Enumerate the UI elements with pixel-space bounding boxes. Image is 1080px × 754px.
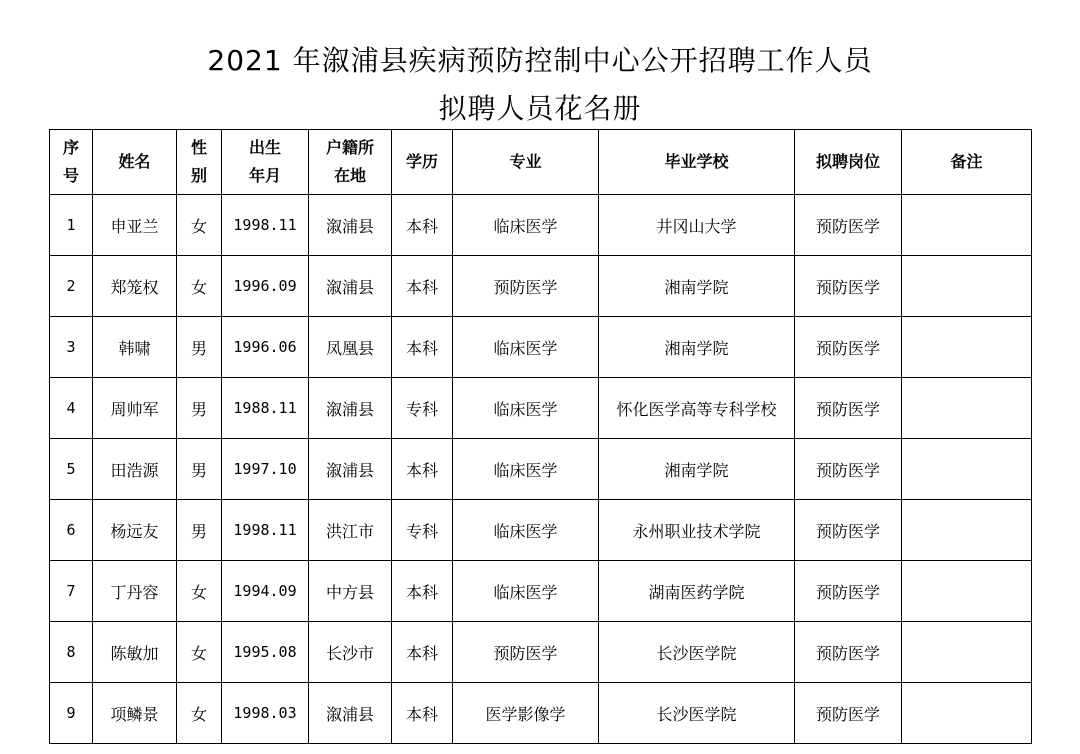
header-hukou: 户籍所 在地 [309,130,392,195]
cell-seq: 8 [50,622,93,683]
cell-school: 井冈山大学 [599,195,795,256]
document-subtitle: 拟聘人员花名册 [438,92,642,125]
cell-position: 预防医学 [795,439,902,500]
cell-remarks [902,256,1032,317]
cell-gender: 女 [177,195,222,256]
table-row [50,195,1032,256]
cell-major: 临床医学 [453,378,599,439]
header-education: 学历 [392,130,453,195]
cell-remarks [902,195,1032,256]
cell-hukou: 溆浦县 [309,378,392,439]
cell-remarks [902,683,1032,744]
cell-name: 陈敏加 [93,622,177,683]
cell-school: 长沙医学院 [599,622,795,683]
header-seq: 序 号 [50,130,93,195]
cell-major: 临床医学 [453,317,599,378]
cell-school: 永州职业技术学院 [599,500,795,561]
table-row [50,378,1032,439]
cell-seq: 6 [50,500,93,561]
cell-position: 预防医学 [795,622,902,683]
cell-remarks [902,561,1032,622]
cell-position: 预防医学 [795,256,902,317]
cell-education: 本科 [392,195,453,256]
cell-education: 本科 [392,683,453,744]
header-remarks: 备注 [902,130,1032,195]
cell-major: 预防医学 [453,256,599,317]
cell-seq: 3 [50,317,93,378]
cell-remarks [902,317,1032,378]
cell-seq: 1 [50,195,93,256]
cell-birth: 1996.09 [222,256,309,317]
cell-name: 丁丹容 [93,561,177,622]
cell-birth: 1995.08 [222,622,309,683]
cell-hukou: 溆浦县 [309,195,392,256]
cell-position: 预防医学 [795,683,902,744]
cell-hukou: 溆浦县 [309,256,392,317]
cell-hukou: 溆浦县 [309,439,392,500]
cell-education: 本科 [392,439,453,500]
cell-birth: 1998.11 [222,195,309,256]
cell-gender: 男 [177,378,222,439]
table-row [50,683,1032,744]
table-row [50,500,1032,561]
cell-gender: 女 [177,256,222,317]
cell-position: 预防医学 [795,561,902,622]
cell-school: 怀化医学高等专科学校 [599,378,795,439]
table-header-row [50,130,1032,195]
cell-education: 本科 [392,622,453,683]
table-row [50,622,1032,683]
cell-education: 本科 [392,317,453,378]
cell-position: 预防医学 [795,317,902,378]
cell-remarks [902,439,1032,500]
cell-birth: 1997.10 [222,439,309,500]
cell-gender: 男 [177,317,222,378]
cell-remarks [902,378,1032,439]
table-row [50,256,1032,317]
cell-remarks [902,622,1032,683]
cell-major: 医学影像学 [453,683,599,744]
cell-name: 申亚兰 [93,195,177,256]
cell-birth: 1996.06 [222,317,309,378]
header-name: 姓名 [93,130,177,195]
table-body [50,195,1032,744]
cell-school: 湘南学院 [599,439,795,500]
cell-name: 周帅军 [93,378,177,439]
cell-education: 本科 [392,256,453,317]
cell-major: 临床医学 [453,439,599,500]
cell-major: 预防医学 [453,622,599,683]
cell-position: 预防医学 [795,500,902,561]
header-school: 毕业学校 [599,130,795,195]
cell-education: 本科 [392,561,453,622]
table-row [50,439,1032,500]
cell-hukou: 洪江市 [309,500,392,561]
cell-name: 韩啸 [93,317,177,378]
cell-name: 田浩源 [93,439,177,500]
cell-birth: 1988.11 [222,378,309,439]
cell-school: 湘南学院 [599,256,795,317]
cell-seq: 7 [50,561,93,622]
cell-remarks [902,500,1032,561]
header-gender: 性 别 [177,130,222,195]
cell-major: 临床医学 [453,561,599,622]
cell-seq: 4 [50,378,93,439]
cell-gender: 女 [177,561,222,622]
cell-seq: 2 [50,256,93,317]
table-row [50,561,1032,622]
cell-major: 临床医学 [453,500,599,561]
cell-birth: 1998.11 [222,500,309,561]
cell-education: 专科 [392,500,453,561]
document-title: 2021 年溆浦县疾病预防控制中心公开招聘工作人员 [207,44,873,77]
cell-school: 湖南医药学院 [599,561,795,622]
cell-seq: 5 [50,439,93,500]
cell-birth: 1998.03 [222,683,309,744]
header-position: 拟聘岗位 [795,130,902,195]
cell-position: 预防医学 [795,195,902,256]
cell-name: 郑笼权 [93,256,177,317]
cell-name: 杨远友 [93,500,177,561]
cell-hukou: 凤凰县 [309,317,392,378]
cell-education: 专科 [392,378,453,439]
cell-major: 临床医学 [453,195,599,256]
cell-position: 预防医学 [795,378,902,439]
cell-gender: 女 [177,683,222,744]
cell-gender: 男 [177,439,222,500]
cell-name: 项鳞景 [93,683,177,744]
cell-school: 湘南学院 [599,317,795,378]
cell-gender: 男 [177,500,222,561]
cell-school: 长沙医学院 [599,683,795,744]
cell-seq: 9 [50,683,93,744]
cell-gender: 女 [177,622,222,683]
cell-hukou: 溆浦县 [309,683,392,744]
table-row [50,317,1032,378]
roster-table [49,129,1032,744]
cell-birth: 1994.09 [222,561,309,622]
cell-hukou: 长沙市 [309,622,392,683]
header-birth: 出生 年月 [222,130,309,195]
header-major: 专业 [453,130,599,195]
cell-hukou: 中方县 [309,561,392,622]
